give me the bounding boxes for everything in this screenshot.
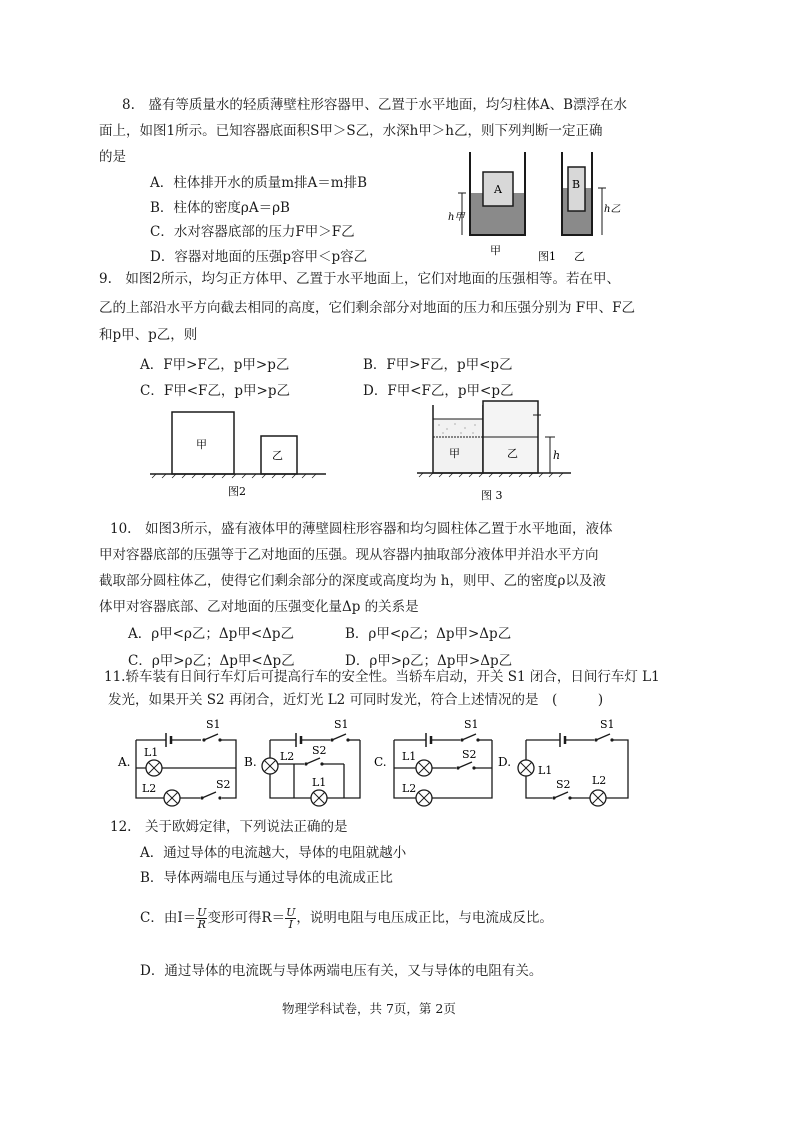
q9-line-2: 乙的上部沿水平方向截去相同的高度，它们剩余部分对地面的压力和压强分别为 F甲、F乙	[99, 300, 636, 316]
svg-text:S1: S1	[464, 718, 479, 731]
svg-text:L2: L2	[592, 774, 607, 787]
figure-3	[415, 397, 575, 505]
caption-yi: 乙	[574, 250, 585, 263]
label-h-jia: h甲	[448, 212, 465, 223]
q8-option-a: A．柱体排开水的质量m排A＝m排B	[150, 175, 368, 191]
q12-line-1: 12. 关于欧姆定律，下列说法正确的是	[110, 819, 348, 835]
page-footer: 物理学科试卷，共 7页，第 2页	[282, 1001, 456, 1016]
label-h: h	[553, 449, 561, 462]
q8-line-3: 的是	[99, 149, 126, 165]
q9-option-d: D．F甲<F乙，p甲<p乙	[363, 383, 514, 399]
figure-1	[450, 150, 630, 268]
caption-figure-1: 图1	[538, 250, 556, 263]
q9-option-a: A．F甲>F乙，p甲>p乙	[140, 357, 290, 373]
switch-s2	[458, 762, 472, 768]
svg-text:S2: S2	[216, 778, 231, 791]
svg-text:L1: L1	[312, 776, 327, 789]
svg-text:B.: B.	[244, 755, 257, 769]
circuit-c	[372, 716, 500, 808]
q11-line-1: 11.轿车装有日间行车灯后可提高行车的安全性。当轿车启动，开关 S1 闭合，日间行车灯 L1	[104, 669, 660, 685]
svg-text:L2: L2	[280, 750, 295, 763]
q10-line-3: 截取部分圆柱体乙，使得它们剩余部分的深度或高度均为 h，则甲、乙的密度ρ以及液	[99, 573, 606, 589]
fraction-u-over-i: $\frac{U}{I}$	[286, 906, 296, 931]
svg-text:D.: D.	[498, 755, 512, 769]
label-jia: 甲	[449, 447, 460, 460]
q9-line-3: 和p甲、p乙，则	[99, 327, 198, 343]
q8-line-1: 8. 盛有等质量水的轻质薄壁柱形容器甲、乙置于水平地面，均匀柱体A、B漂浮在水	[122, 97, 628, 113]
svg-text:S2: S2	[312, 744, 327, 757]
svg-text:L1: L1	[144, 746, 159, 759]
switch-s2	[202, 792, 216, 798]
q8-option-c: C．水对容器底部的压力F甲＞F乙	[150, 224, 355, 240]
svg-text:S1: S1	[334, 718, 349, 731]
q10-option-b: B．ρ甲<ρ乙；Δp甲>Δp乙	[345, 626, 512, 642]
svg-text:L2: L2	[402, 782, 417, 795]
svg-text:S2: S2	[556, 778, 571, 791]
q12-option-c: C．由I＝ $\frac{U}{R}$ 变形可得R＝ $\frac{U}{I}$ ，说明电阻与电压成正比，与电流成反比。	[140, 906, 553, 931]
switch-s1	[204, 734, 218, 740]
label-a: A	[494, 183, 502, 196]
label-h-yi: h乙	[604, 204, 621, 215]
figure-2	[148, 408, 328, 498]
q9-line-1: 9. 如图2所示，均匀正方体甲、乙置于水平地面上，它们对地面的压强相等。若在甲、	[99, 271, 620, 287]
circuit-d	[496, 716, 636, 808]
q10-option-a: A．ρ甲<ρ乙；Δp甲<Δp乙	[128, 626, 295, 642]
svg-text:S2: S2	[462, 748, 477, 761]
liquid-jia	[433, 419, 483, 473]
caption-figure-3: 图 3	[481, 489, 503, 502]
q10-line-2: 甲对容器底部的压强等于乙对地面的压强。现从容器内抽取部分液体甲并沿水平方向	[99, 547, 599, 563]
svg-text:S1: S1	[206, 718, 221, 731]
q12-option-b: B．导体两端电压与通过导体的电流成正比	[140, 870, 393, 886]
circuit-b	[242, 716, 370, 808]
label-yi: 乙	[272, 449, 283, 462]
switch-s1	[332, 734, 346, 740]
svg-text:L1: L1	[538, 764, 553, 777]
q8-line-2: 面上，如图1所示。已知容器底面积S甲＞S乙，水深h甲＞h乙，则下列判断一定正确	[99, 123, 603, 139]
q11-line-2: 发光，如果开关 S2 再闭合，近灯光 L2 可同时发光，符合上述情况的是 ( )	[108, 692, 604, 708]
switch-s2	[306, 758, 320, 764]
q8-option-b: B．柱体的密度ρA＝ρB	[150, 200, 290, 216]
q9-option-c: C．F甲<F乙，p甲>p乙	[140, 383, 290, 399]
q10-option-d: D．ρ甲>ρ乙；Δp甲>Δp乙	[345, 653, 513, 669]
switch-s2	[554, 792, 568, 798]
svg-text:L1: L1	[402, 750, 417, 763]
label-b: B	[572, 178, 581, 191]
svg-text:L2: L2	[142, 782, 157, 795]
q12-option-a: A．通过导体的电流越大，导体的电阻就越小	[140, 845, 407, 861]
svg-text:C.: C.	[374, 755, 387, 769]
label-jia: 甲	[196, 438, 207, 451]
q10-line-4: 体甲对容器底部、乙对地面的压强变化量Δp 的关系是	[99, 599, 419, 615]
fraction-u-over-r: $\frac{U}{R}$	[197, 906, 207, 931]
q8-option-d: D．容器对地面的压强p容甲＜p容乙	[150, 249, 368, 265]
q9-option-b: B．F甲>F乙，p甲<p乙	[363, 357, 513, 373]
svg-text:S1: S1	[600, 718, 615, 731]
switch-s1	[462, 734, 476, 740]
q10-option-c: C．ρ甲>ρ乙；Δp甲<Δp乙	[128, 653, 295, 669]
caption-jia: 甲	[490, 244, 501, 257]
q10-line-1: 10. 如图3所示，盛有液体甲的薄壁圆柱形容器和均匀圆柱体乙置于水平地面，液体	[110, 521, 613, 537]
circuit-a	[116, 716, 244, 808]
caption-figure-2: 图2	[228, 485, 246, 498]
svg-text:A.: A.	[118, 755, 131, 769]
label-yi: 乙	[507, 447, 518, 460]
q12-option-d: D．通过导体的电流既与导体两端电压有关，又与导体的电阻有关。	[140, 963, 543, 979]
switch-s1	[596, 734, 610, 740]
